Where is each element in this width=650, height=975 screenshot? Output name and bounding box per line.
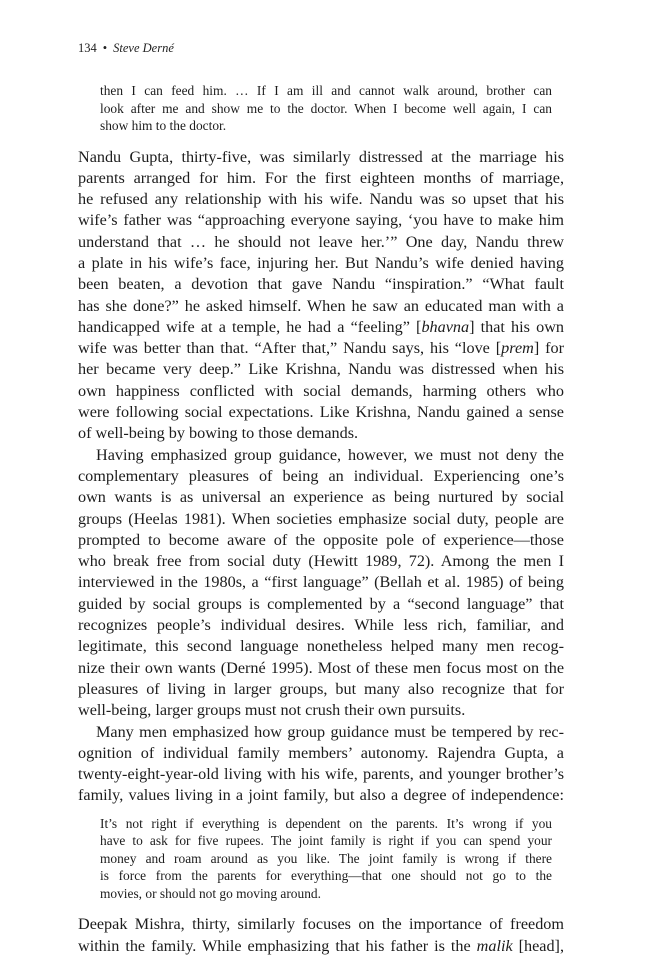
text-line: nize their own wants (Derné 1995). Most of these men focus most on the: [78, 658, 564, 677]
text-line: own wants is as universal an experience as being nurtured by social: [78, 488, 564, 507]
text-line: twenty-eight-year-old living with his wife, parents, and younger brother’s: [78, 765, 564, 784]
text-line: been beaten, a devotion that gave Nandu “inspiration.” “What fault: [78, 275, 564, 294]
text-line: prompted to become aware of the opposite pole of experience—those: [78, 530, 564, 549]
quote-line: show him to the doctor.: [100, 118, 227, 133]
quote-line: then I can feed him. … If I am ill and cannot walk around, brother can: [100, 83, 552, 98]
text-line: her became very deep.” Like Krishna, Nandu was distressed when his: [78, 360, 564, 379]
paragraph-group-guidance: [78, 445, 564, 722]
italic-term-prem: prem: [501, 339, 534, 358]
text-line: Having emphasized group guidance, however, we must not deny the: [96, 445, 564, 464]
body-text: [78, 147, 564, 807]
text-line: parents arranged for him. For the first eighteen months of marriage,: [78, 168, 564, 187]
text-line: wife’s father was “approaching everyone saying, ‘you have to make him: [78, 211, 564, 230]
running-head-author: Steve Derné: [113, 41, 174, 55]
text-line: within the family. While emphasizing that his father is the malik [head],: [78, 936, 564, 955]
text-line: guided by social groups is complemented by a “second language” that: [78, 594, 564, 613]
text-line: Many men emphasized how group guidance must be tempered by rec-: [96, 722, 564, 741]
text-line: complementary pleasures of being an individual. Experiencing one’s: [78, 466, 564, 485]
text-line: Nandu Gupta, thirty-five, was similarly distressed at the marriage his: [78, 147, 564, 166]
text-line: were following social expectations. Like Krishna, Nandu gained a sense: [78, 403, 564, 422]
running-head: [78, 40, 564, 56]
quote-line: money and roam around as you like. The joint family is wrong if there: [100, 850, 552, 866]
quote-line: movies, or should not go moving around.: [100, 885, 321, 901]
text-line: has she done?” he asked himself. When he saw an educated man with a: [78, 296, 564, 315]
text-line: he refused any relationship with his wife. Nandu was so upset that his: [78, 190, 564, 209]
text-line: well-being, larger groups must not crush their own pursuits.: [78, 701, 466, 720]
paragraph-nandu: [78, 147, 564, 445]
paragraph-autonomy: [78, 722, 564, 807]
italic-term-bhavna: bhavna: [421, 317, 470, 336]
text-line: family, values living in a joint family, but also a degree of independence:: [78, 786, 564, 805]
text-line: a plate in his wife’s face, injuring her. But Nandu’s wife denied having: [78, 253, 564, 272]
text-line: handicapped wife at a temple, he had a “feeling” [bhavna] that his own: [78, 317, 564, 336]
running-head-separator: •: [102, 41, 108, 55]
text-line: pleasures of living in larger groups, but many also recognize that for: [78, 679, 564, 698]
page: [78, 40, 564, 957]
text-line: understand that … he should not leave her.’” One day, Nandu threw: [78, 232, 564, 251]
page-number: 134: [78, 41, 97, 55]
text-line: ognition of individual family members’ autonomy. Rajendra Gupta, a: [78, 743, 564, 762]
text-line: recognizes people’s individual desires. While less rich, familiar, and: [78, 616, 564, 635]
quote-line: have to ask for five rupees. The joint family is right if you can spend your: [100, 833, 552, 849]
text-line: wife was better than that. “After that,” Nandu says, his “love [prem] for: [78, 339, 564, 358]
quote-line: It’s not right if everything is dependent on the parents. It’s wrong if you: [100, 815, 552, 831]
text-line: own happiness conflicted with social demands, harming others who: [78, 381, 564, 400]
text-line: legitimate, this second language nonetheless helped many men recog-: [78, 637, 564, 656]
text-line: who break free from social duty (Hewitt 1989, 72). Among the men I: [78, 552, 564, 571]
block-quote-1: [100, 82, 552, 135]
quote-line: look after me and show me to the doctor. When I become well again, I can: [100, 100, 552, 116]
text-line: of well-being by bowing to those demands.: [78, 424, 359, 443]
text-line: interviewed in the 1980s, a “first language” (Bellah et al. 1985) of being: [78, 573, 564, 592]
block-quote-2: [100, 815, 552, 903]
quote-line: is force from the parents for everything—that one should not go to the: [100, 868, 552, 884]
text-line: Deepak Mishra, thirty, similarly focuses on the importance of freedom: [78, 915, 564, 934]
paragraph-deepak: [78, 914, 564, 957]
italic-term-malik: malik: [476, 936, 513, 955]
body-text-continued: [78, 914, 564, 957]
text-line: groups (Heelas 1981). When societies emphasize social duty, people are: [78, 509, 564, 528]
